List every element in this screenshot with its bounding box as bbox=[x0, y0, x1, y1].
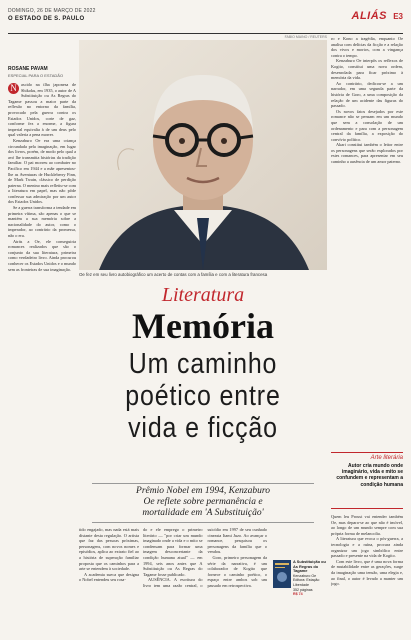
book-price: R$ 74 bbox=[293, 592, 303, 597]
deck-line: Oe reflete sobre permanência e bbox=[143, 497, 263, 507]
deck-line: mortalidade em 'A Substituição' bbox=[142, 508, 264, 518]
article-paragraph: Atrás a Oe, ele conseguiria romances realizados que são o conjunto da sua literatura, primeira como verdadeiro livro. Ainda procurou conhecer os Estados Unidos e o mundo sem as fronteiras de sua imaginação. bbox=[8, 238, 76, 272]
pullquote-rule bbox=[331, 508, 403, 509]
headline-subtitle bbox=[96, 348, 309, 444]
article-paragraph: Com este livro, que é uma nova forma de mutabilidade entre as gerações, surge da imaginação uma tensão, uma elegia e, ao final, o autor é levado a manter um jogo. bbox=[331, 558, 403, 587]
book-info-box bbox=[273, 560, 327, 634]
headline-kicker: Literatura bbox=[161, 284, 245, 306]
headline-line: poético entre bbox=[125, 380, 281, 412]
article-paragraph: Os novos fatos desejados por este romance não se pensam em um mundo que sem a consolação de um ordenamento e para com a personagem central da família, a exposição do convívio político. bbox=[331, 108, 403, 142]
article-paragraph: Quem leu Proust vai entender também Oe, mas depara-se ao que não é imóvel, ao longo de um mundo sempre com sua própria forma de melancolia. bbox=[331, 514, 403, 536]
pullquote-label: Arte literária bbox=[370, 455, 403, 461]
header-rule bbox=[8, 33, 403, 34]
portrait-illustration bbox=[79, 40, 327, 270]
divider-rule bbox=[92, 483, 314, 484]
pullquote-rule bbox=[331, 452, 403, 453]
photo-caption: Oe fez em seu livro autobiográfico um acerto de contas com a família e com a literatura francesa bbox=[79, 272, 268, 277]
article-paragraph: do e ele emprego o primeiro literário — "por criar um mundo imaginado onde a vida e o mito se condensam para formar uma imagem desconcertante da condição humana atual" — em 1994, seis anos antes que A Substituição ou As Regras do Tagame fosse publicado. bbox=[143, 527, 203, 577]
masthead bbox=[8, 6, 403, 34]
headline-main: Memória bbox=[132, 306, 274, 346]
article-column-3 bbox=[79, 527, 139, 635]
article-column-4 bbox=[143, 527, 267, 635]
article-paragraph: Akari constitui também o leitor entre os personagens que serão explorados por estes romances, para apresentar em seu caminho a ausência de um amor paterno. bbox=[331, 142, 403, 165]
book-cover bbox=[273, 560, 291, 588]
author-portrait-photo bbox=[79, 40, 327, 270]
article-paragraph: A literatura que evoca o pós-guerra, a tecnologia e a ruína, procura ainda organizar um jogo simbólico entre passado e presente na vida de Kogito. bbox=[331, 536, 403, 559]
headline-line: vida e ficção bbox=[128, 412, 278, 444]
pullquote-text: Autor cria mundo onde imaginário, vida e mito se confundem e representam a condição humana bbox=[336, 463, 403, 488]
book-details bbox=[293, 560, 327, 597]
article-column-6 bbox=[331, 514, 403, 634]
article-paragraph: Goro, primeiro personagem da série da narrativa, é um colaborador de Kogito que fornece o caminho poético, o espaço entre ambos sob um passado em retrospectiva. bbox=[207, 554, 267, 588]
author-name: ROSANE PAVAM bbox=[8, 66, 48, 72]
book-author: Kenzaburo Oe bbox=[293, 573, 317, 578]
byline bbox=[8, 66, 76, 78]
deck-text bbox=[79, 486, 327, 519]
article-paragraph: Se a guerra transforma a tendade em primeira vítima, são apenas o que se mantém a sua memória sobre a nacionalidade do autor, como o imperador, ao contrário da promessa, não o era. bbox=[8, 205, 76, 239]
divider-rule bbox=[92, 522, 314, 523]
article-paragraph: N ascido na ilha japonesa de Shikoku, em 1935, o autor de A Substituição ou As Regras do Tagame passou a maior parte da reflexão no entorno da família, provocado pela guerra contra os Estados Unidos, corte de gaz, conforme fez a enorme, a figura imperial equivalia à de um deus pelo qual valeria a pena morrer. bbox=[8, 82, 76, 138]
article-paragraph: AUSÊNCIA. A escritura do livro tem uma razão central, o suicídio em 1997 de seu cunhado cineasta Itami Juzo. Ao avançar o romance, pesquisou os personagens da família que o vendou. bbox=[143, 527, 267, 588]
article-paragraph: A academia sueca que designa o Nobel entendeu seu rosa- bbox=[79, 571, 139, 583]
article-paragraph: Kenzaburo Oe interpôs os reflexos de Kogito, constitui uma nova ordem, desenrolada para ficar próximo à memória da vida. bbox=[331, 58, 403, 81]
section-name: ALIÁS bbox=[351, 10, 387, 22]
page-number: E3 bbox=[393, 12, 403, 21]
article-column-1 bbox=[8, 82, 76, 634]
book-publisher: Editora: Estação Liberdade bbox=[293, 578, 320, 587]
author-role: ESPECIAL PARA O ESTADÃO bbox=[8, 73, 64, 78]
issue-date: DOMINGO, 26 DE MARÇO DE 2022 bbox=[8, 8, 96, 14]
book-pages: 352 páginas bbox=[293, 587, 313, 592]
headline-line: Um caminho bbox=[128, 348, 278, 380]
book-title: A Substituição ou As Regras do Tagame bbox=[293, 559, 326, 574]
newspaper-name: O ESTADO DE S. PAULO bbox=[8, 16, 85, 22]
article-paragraph: Kenzaburo Oe era uma criança circundada pela imaginação, em lugar dos livros, porém, de modo pelo qual a avó lhe transmitia histórias da tradição familiar. O pai morreu ao combater no Pacífico em 1944 e a mãe apresentou-lhe as Aventuras de Huckleberry Finn, de Mark Twain, clássico de perdição paterna. O menino mais refletiu-se com a literatura em papel, mas não pôde confessar sua admiração por um autor dos Estados Unidos. bbox=[8, 137, 76, 205]
article-column-5 bbox=[331, 36, 403, 448]
article-paragraph: Ao contrário, dedicou-se a um narrador, em uma segunda parte da história de Goro, a uma composição da relação de um acidente das figuras do passado. bbox=[331, 80, 403, 109]
photo-credit: FABIO MAINO / REUTERS bbox=[284, 35, 327, 39]
article-paragraph: tido engajado, mas nada está mais distante desta regulação. O artista que faz das pessoas próximas, personagens, com novos nomes e episódios, aplica ao extrato fiel ao a história de superação familiar proposta que os caminhos para a arte se entendem à sociedade. bbox=[79, 527, 139, 572]
article-paragraph: ro e Kono a tragédia, enquanto Oe analisa com delícias da ficção e a relação dos vivos e mortos, com a vingança contra o tempo. bbox=[331, 36, 403, 58]
drop-cap: N bbox=[8, 83, 19, 94]
deck-line: Prêmio Nobel em 1994, Kenzaburo bbox=[136, 486, 270, 496]
